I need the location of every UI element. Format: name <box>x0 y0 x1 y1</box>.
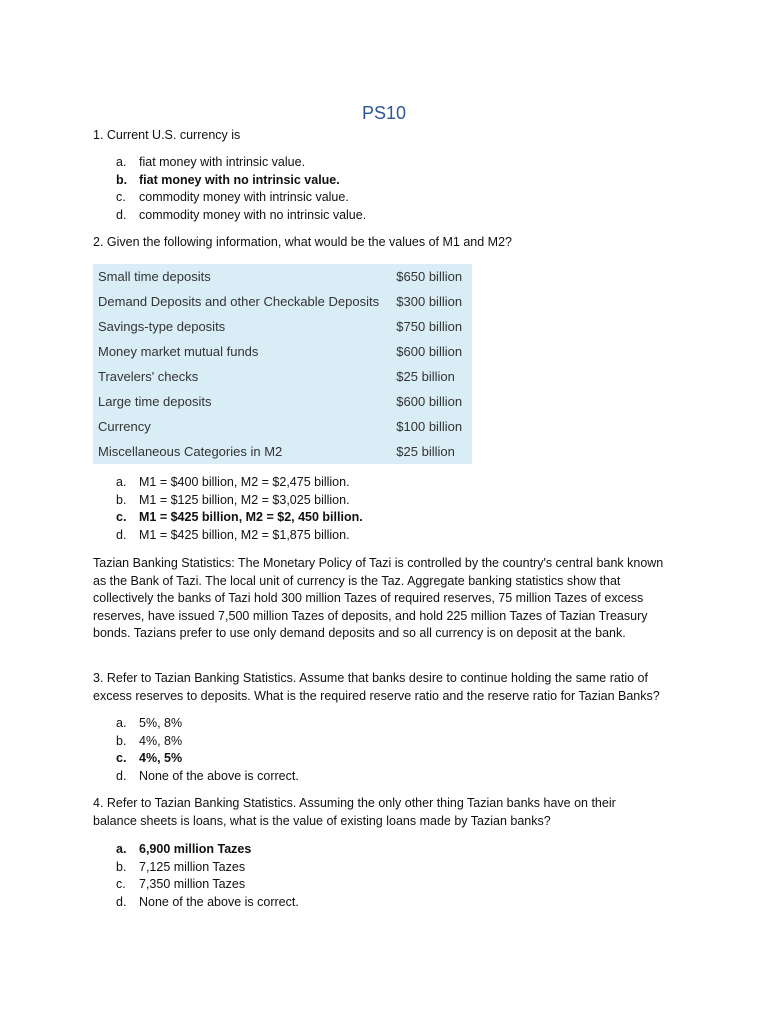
option-a: a. fiat money with intrinsic value. <box>116 155 306 169</box>
question-3: 3. Refer to Tazian Banking Statistics. Assume that banks desire to continue holding the same ratio of excess reserves to deposits. What is the required reserve ratio and the reserve ratio for Tazian Banks? <box>93 671 660 703</box>
option-b-answer: b. fiat money with no intrinsic value. <box>116 172 340 187</box>
table-value: $300 billion <box>396 294 463 309</box>
option-b: b. 4%, 8% <box>116 733 183 748</box>
option-c-answer: c. 4%, 5% <box>116 751 183 766</box>
question-1-options <box>116 154 676 224</box>
table-value: $25 billion <box>396 369 455 384</box>
option-d: d. None of the above is correct. <box>116 768 299 783</box>
option-d: d. M1 = $425 billion, M2 = $1,875 billion. <box>116 527 350 542</box>
table-row <box>93 389 472 414</box>
question-4: 4. Refer to Tazian Banking Statistics. Assuming the only other thing Tazian banks have on their balance sheets is loans, what is the value of existing loans made by Tazian banks? <box>93 796 616 828</box>
table-value: $100 billion <box>396 419 463 434</box>
option-a: a. M1 = $400 billion, M2 = $2,475 billion. <box>116 475 350 489</box>
table-value: $750 billion <box>396 319 463 334</box>
option-c: c. 7,350 million Tazes <box>116 877 246 892</box>
table-label: Miscellaneous Categories in M2 <box>98 444 283 459</box>
table-row <box>93 414 472 439</box>
table-row <box>93 339 472 364</box>
table-value: $25 billion <box>396 444 455 459</box>
table-value: $650 billion <box>396 269 463 284</box>
table-row <box>93 264 472 289</box>
table-row <box>93 364 472 389</box>
question-2-options <box>116 474 676 544</box>
tazian-banking-statistics: Tazian Banking Statistics: The Monetary Policy of Tazi is controlled by the country's central bank known as the Bank of Tazi. The local unit of currency is the Taz. Aggregate banking statistics show that collectively the banks of Tazi hold 300 million Tazes of required reserves, 75 million Tazes of excess reserves, have issued 7,500 million Tazes of deposits, and hold 225 million Tazes of Tazian Treasury bonds. Tazians prefer to use only demand deposits and so all currency is on deposit at the bank. <box>93 556 664 641</box>
table-row <box>93 314 472 339</box>
table-label: Large time deposits <box>98 394 212 409</box>
option-c: c. commodity money with intrinsic value. <box>116 190 349 205</box>
option-c-answer: c. M1 = $425 billion, M2 = $2, 450 billion. <box>116 510 363 525</box>
table-label: Small time deposits <box>98 269 211 284</box>
option-a: a. 5%, 8% <box>116 716 183 730</box>
option-a-answer: a. 6,900 million Tazes <box>116 842 252 856</box>
table-label: Demand Deposits and other Checkable Deposits <box>98 294 380 309</box>
option-d: d. None of the above is correct. <box>116 894 299 909</box>
table-label: Savings-type deposits <box>98 319 226 334</box>
money-table <box>93 264 472 464</box>
option-b: b. 7,125 million Tazes <box>116 859 246 874</box>
table-label: Money market mutual funds <box>98 344 259 359</box>
question-3-options <box>116 715 676 785</box>
option-b: b. M1 = $125 billion, M2 = $3,025 billion. <box>116 492 350 507</box>
table-label: Currency <box>98 419 151 434</box>
table-label: Travelers' checks <box>98 369 199 384</box>
table-value: $600 billion <box>396 394 463 409</box>
question-1: 1. Current U.S. currency is <box>93 128 241 142</box>
table-value: $600 billion <box>396 344 463 359</box>
table-row <box>93 439 472 464</box>
question-2: 2. Given the following information, what would be the values of M1 and M2? <box>93 235 512 249</box>
table-row <box>93 289 472 314</box>
question-4-options <box>116 841 676 911</box>
page-title: PS10 <box>361 103 407 123</box>
option-d: d. commodity money with no intrinsic value. <box>116 207 367 222</box>
